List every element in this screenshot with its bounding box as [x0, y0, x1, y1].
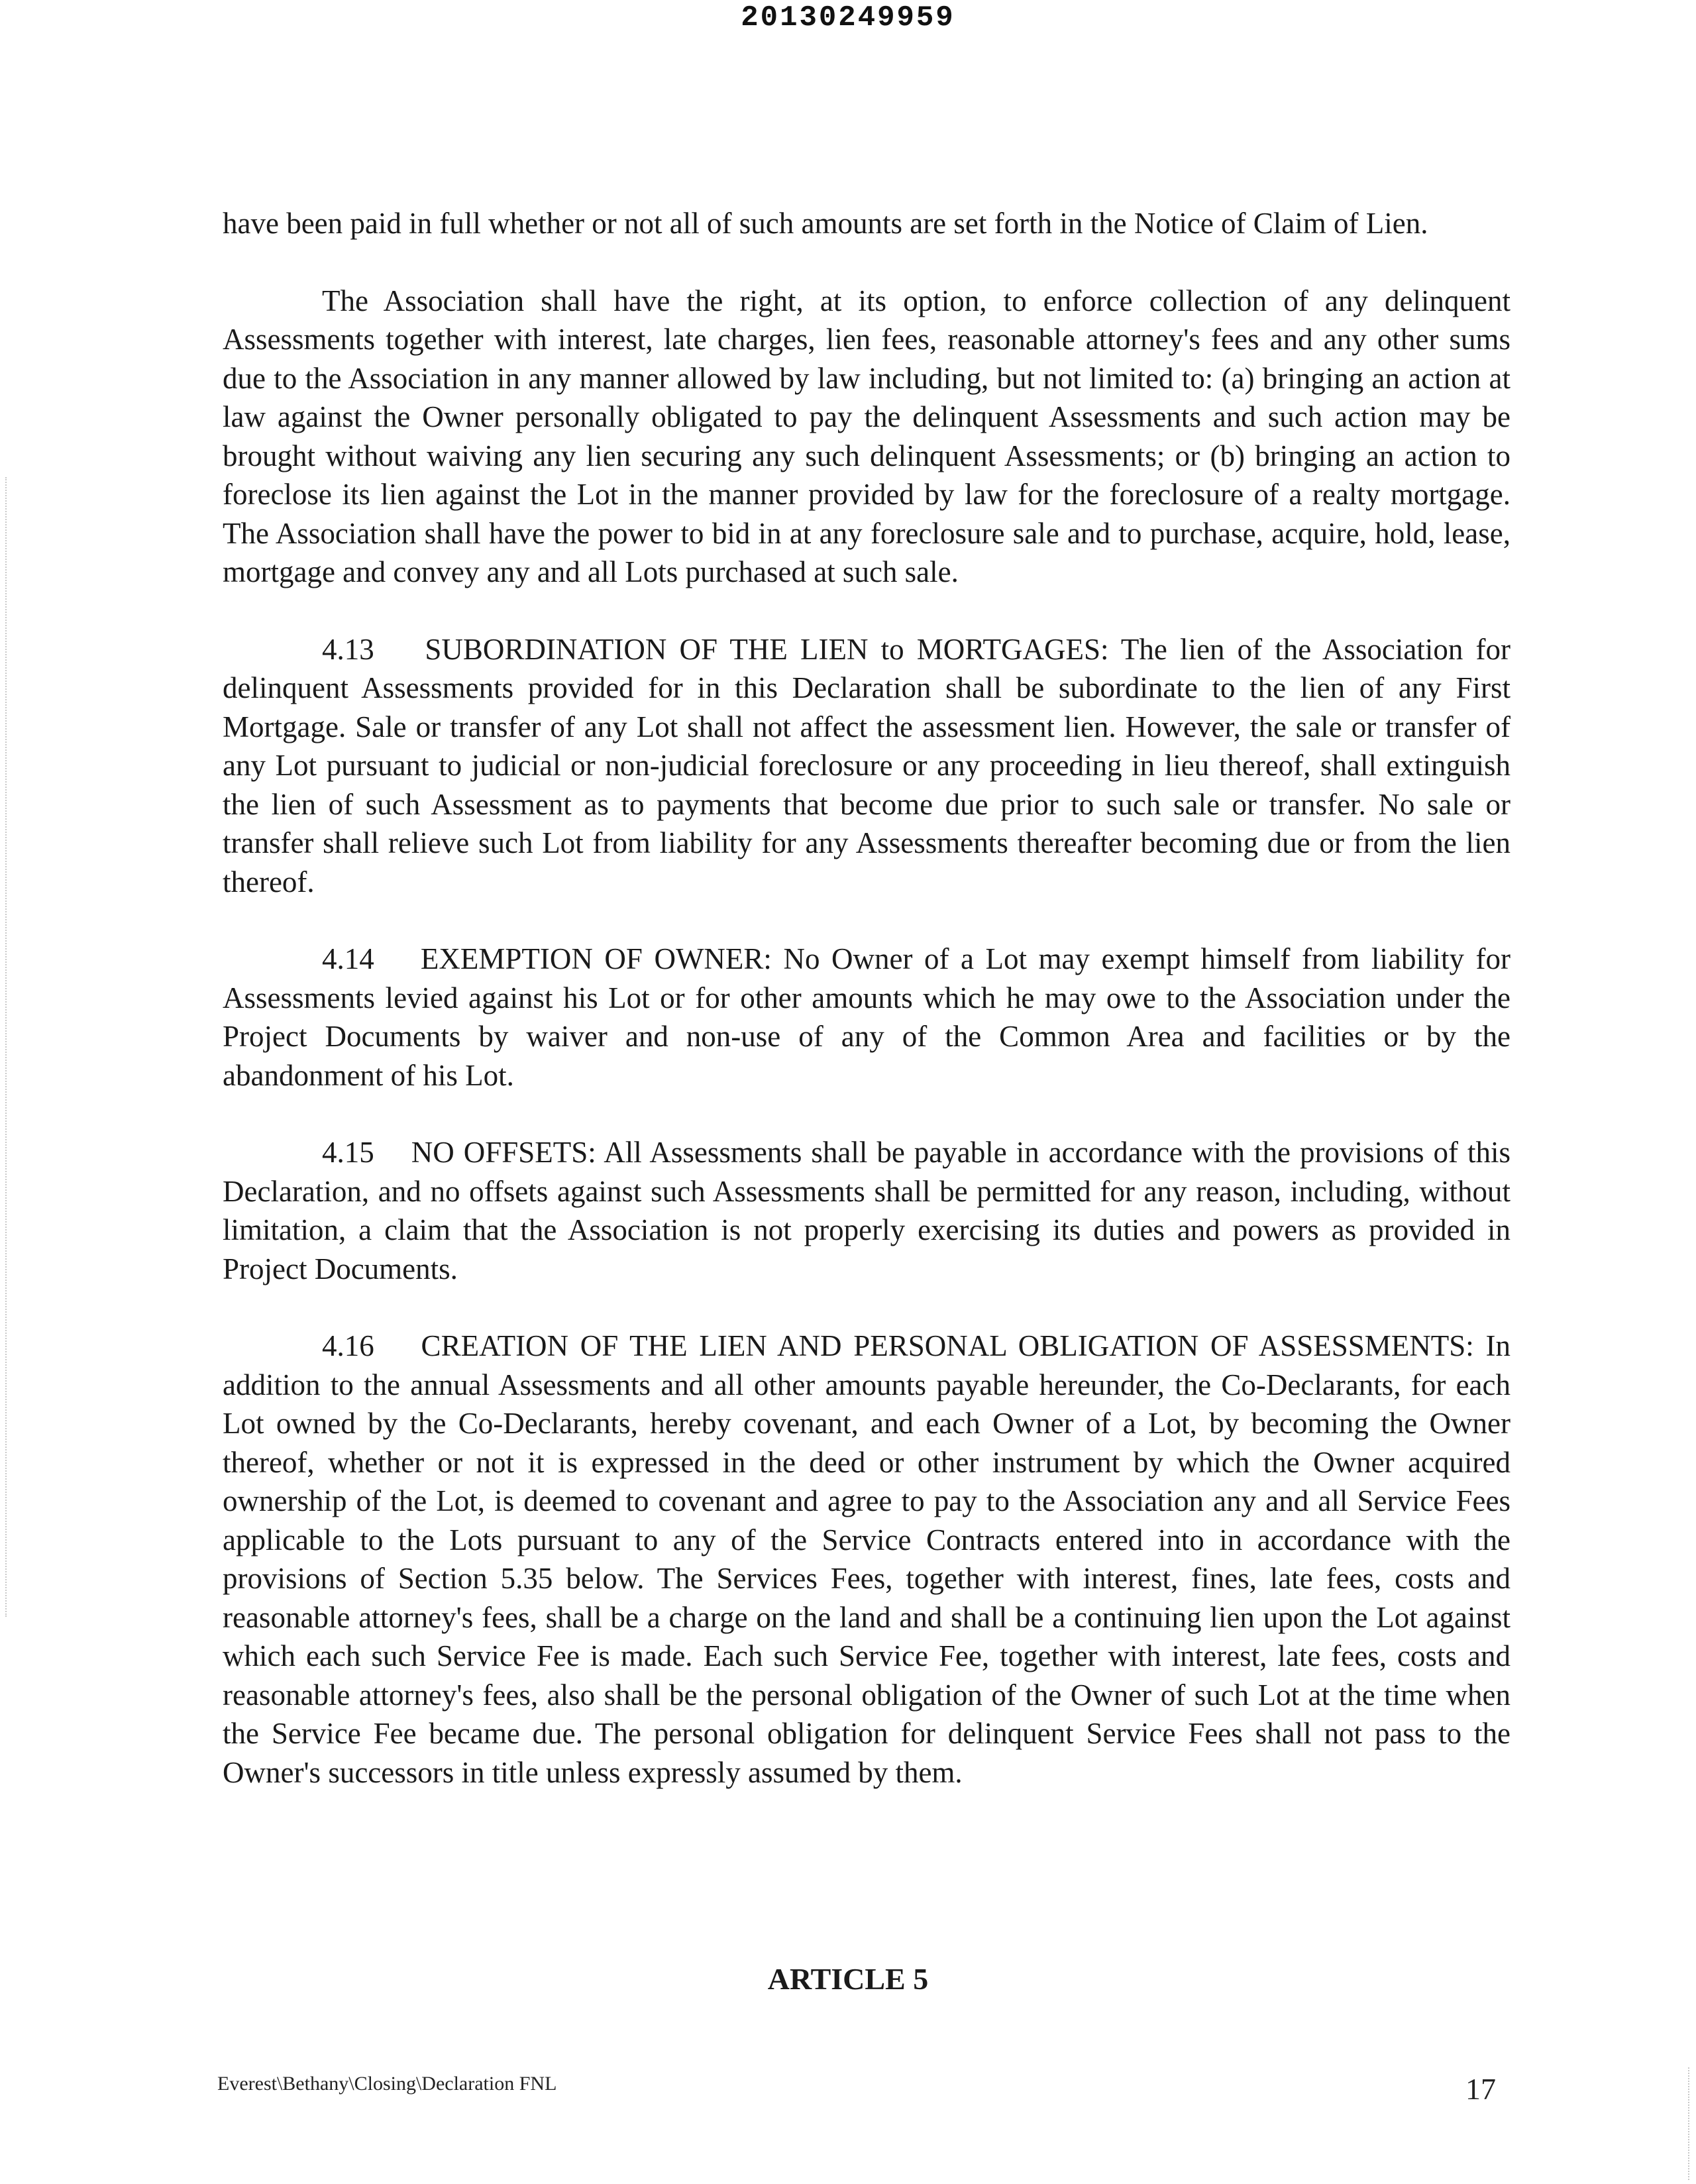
document-body: [223, 204, 1518, 1830]
paragraph-continuation: have been paid in full whether or not all of such amounts are set forth in the Notice of Claim of Lien.: [223, 207, 1428, 240]
paragraph-association-enforcement: The Association shall have the right, at its option, to enforce collection of any delinquent Assessments together with interest, late charges, lien fees, reasonable attorney's fees and any other sums due to the Association in any manner allowed by law including, but not limited to: (a) bringing an action at law against the Owner personally obligated to pay the delinquent Assessments and such action may be brought without waiving any lien securing any such delinquent Assessments; or (b) bringing an action to foreclose its lien against the Lot in the manner provided by law for the foreclosure of a realty mortgage. The Association shall have the power to bid in at any foreclosure sale and to purchase, acquire, hold, lease, mortgage and convey any and all Lots purchased at such sale.: [223, 284, 1510, 588]
recording-number: 20130249959: [741, 1, 955, 34]
section-4-16-creation-of-lien: 4.16 CREATION OF THE LIEN AND PERSONAL OBLIGATION OF ASSESSMENTS: In addition to the annual Assessments and all other amounts payable hereunder, the Co-Declarants, for each Lot owned by the Co-Declarants, hereby covenant, and each Owner of a Lot, by becoming the Owner thereof, whether or not it is expressed in the deed or other instrument by which the Owner acquired ownership of the Lot, is deemed to covenant and agree to pay to the Association any and all Service Fees applicable to the Lots pursuant to any of the Service Contracts entered into in accordance with the provisions of Section 5.35 below. The Services Fees, together with interest, fines, late fees, costs and reasonable attorney's fees, shall be a charge on the land and shall be a continuing lien upon the Lot against which each such Service Fee is made. Each such Service Fee, together with interest, late fees, costs and reasonable attorney's fees, also shall be the personal obligation of the Owner of such Lot at the time when the Service Fee became due. The personal obligation for delinquent Service Fees shall not pass to the Owner's successors in title unless expressly assumed by them.: [223, 1329, 1518, 1789]
scan-edge-marks: [5, 477, 7, 1617]
section-4-15-no-offsets: 4.15 NO OFFSETS: All Assessments shall be payable in accordance with the provisions of this Declaration, and no offsets against such Assessments shall be permitted for any reason, including, without limitation, a claim that the Association is not properly exercising its duties and powers as provided in Project Documents.: [223, 1136, 1518, 1285]
page-number: 17: [1465, 2072, 1496, 2106]
section-4-13-subordination: 4.13 SUBORDINATION OF THE LIEN to MORTGAGES: The lien of the Association for delinquent Assessments provided for in this Declaration shall be subordinate to the lien of any First Mortgage. Sale or transfer of any Lot shall not affect the assessment lien. However, the sale or transfer of any Lot pursuant to judicial or non-judicial foreclosure or any proceeding in lieu thereof, shall extinguish the lien of such Assessment as to payments that become due prior to such sale or transfer. No sale or transfer shall relieve such Lot from liability for any Assessments thereafter becoming due or from the lien thereof.: [223, 632, 1518, 899]
footer-file-path: Everest\Bethany\Closing\Declaration FNL: [217, 2073, 557, 2095]
section-4-14-exemption: 4.14 EXEMPTION OF OWNER: No Owner of a Lot may exempt himself from liability for Assessments levied against his Lot or for other amounts which he may owe to the Association under the Project Documents by waiver and non-use of any of the Common Area and facilities or by the abandonment of his Lot.: [223, 942, 1518, 1092]
scan-edge-marks-right: [1688, 2067, 1689, 2180]
article-heading: ARTICLE 5: [767, 1962, 929, 1996]
